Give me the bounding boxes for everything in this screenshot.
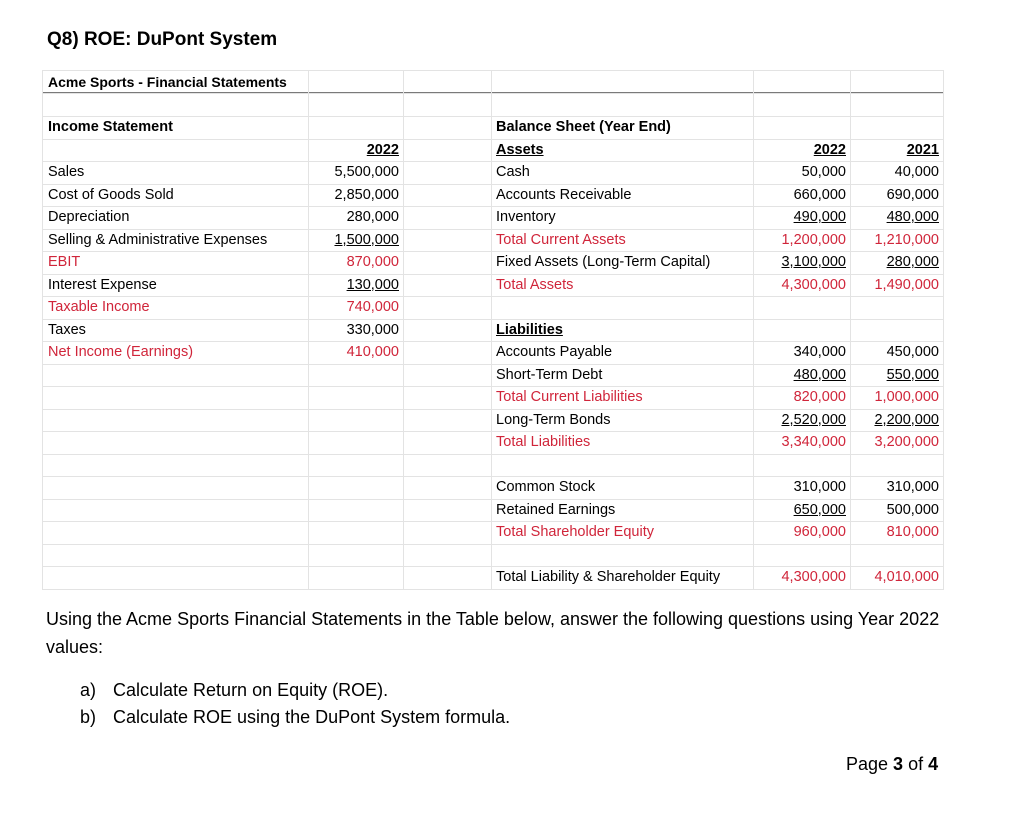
income-row-label: Taxes xyxy=(48,321,86,338)
page-prefix: Page xyxy=(846,754,894,774)
grid-row-line xyxy=(43,116,943,117)
asset-row-value-2022: 4,300,000 xyxy=(781,276,846,293)
equity-row-value-2022: 650,000 xyxy=(793,501,846,518)
grid-column-line xyxy=(308,71,309,589)
income-row-label: Selling & Administrative Expenses xyxy=(48,231,268,248)
question-a-text: Calculate Return on Equity (ROE). xyxy=(113,680,389,700)
asset-row-label: Accounts Receivable xyxy=(496,186,632,203)
income-row-label: Sales xyxy=(48,164,85,180)
asset-row-value-2022: 490,000 xyxy=(793,209,846,225)
liability-row-value-2021: 550,000 xyxy=(886,366,939,383)
asset-row-label: Total Current Assets xyxy=(496,231,626,248)
income-row-value: 1,500,000 xyxy=(334,231,399,248)
grid-row-line xyxy=(43,93,943,94)
asset-row-value-2021: 480,000 xyxy=(886,209,939,225)
page-indicator xyxy=(846,754,938,775)
asset-row-value-2021: 690,000 xyxy=(886,186,939,203)
liability-row-value-2022: 480,000 xyxy=(793,366,846,383)
asset-row-value-2021: 1,210,000 xyxy=(874,231,939,248)
grid-row-line xyxy=(43,454,943,455)
page-of: of xyxy=(903,754,929,774)
asset-row-label: Total Assets xyxy=(496,276,574,293)
question-b-text: Calculate ROE using the DuPont System formula. xyxy=(113,707,511,727)
grid-column-line xyxy=(491,71,492,589)
liability-row-value-2021: 2,200,000 xyxy=(874,411,939,428)
asset-row-value-2021: 280,000 xyxy=(886,254,939,270)
liability-row-label: Total Current Liabilities xyxy=(496,389,643,405)
grid-row-line xyxy=(43,566,943,567)
equity-row-value-2021: 310,000 xyxy=(886,479,939,495)
equity-row-label: Common Stock xyxy=(496,479,596,495)
equity-row-label: Total Shareholder Equity xyxy=(496,524,654,540)
income-row-value: 740,000 xyxy=(346,299,399,315)
grid-column-line xyxy=(403,71,404,589)
income-row-value: 870,000 xyxy=(346,254,399,270)
asset-row-value-2021: 1,490,000 xyxy=(874,276,939,293)
liability-row-value-2022: 2,520,000 xyxy=(781,411,846,428)
asset-row-label: Fixed Assets (Long-Term Capital) xyxy=(496,254,711,270)
total-liability-equity-label: Total Liability & Shareholder Equity xyxy=(496,569,721,585)
total-liability-equity-2021: 4,010,000 xyxy=(874,569,939,585)
question-title: Q8) ROE: DuPont System xyxy=(47,29,278,50)
asset-row-value-2022: 660,000 xyxy=(793,186,846,203)
asset-row-value-2022: 3,100,000 xyxy=(781,254,846,270)
balance-year-2021-header: 2021 xyxy=(906,142,939,158)
liability-row-value-2022: 340,000 xyxy=(793,344,846,360)
income-year-header: 2022 xyxy=(366,142,399,158)
total-liability-equity-2022: 4,300,000 xyxy=(781,569,846,585)
financial-statements-table xyxy=(42,70,944,590)
page-current: 3 xyxy=(893,754,904,774)
asset-row-label: Cash xyxy=(496,164,530,180)
liability-row-label: Accounts Payable xyxy=(496,344,613,360)
income-row-label: Cost of Goods Sold xyxy=(48,186,174,203)
balance-sheet-header: Balance Sheet (Year End) xyxy=(496,119,671,135)
grid-row-line xyxy=(43,319,943,320)
question-b-marker: b) xyxy=(80,707,97,727)
instructions-paragraph: Using the Acme Sports Financial Statements in the Table below, answer the following questions using Year 2022 values: xyxy=(46,609,940,657)
asset-row-label: Inventory xyxy=(496,209,556,225)
equity-row-value-2021: 810,000 xyxy=(886,524,939,540)
grid-row-line xyxy=(43,296,943,297)
liability-row-value-2022: 820,000 xyxy=(793,389,846,405)
income-row-label: Net Income (Earnings) xyxy=(48,344,194,360)
income-row-value: 410,000 xyxy=(346,344,399,360)
equity-row-value-2021: 500,000 xyxy=(886,501,939,518)
asset-row-value-2021: 40,000 xyxy=(894,164,939,180)
income-row-label: Taxable Income xyxy=(48,299,150,315)
income-row-value: 5,500,000 xyxy=(334,164,399,180)
balance-year-2022-header: 2022 xyxy=(813,142,846,158)
income-statement-header: Income Statement xyxy=(48,119,173,135)
assets-header: Assets xyxy=(496,142,544,158)
liabilities-header: Liabilities xyxy=(496,322,563,338)
income-row-value: 280,000 xyxy=(346,209,399,225)
income-row-label: Depreciation xyxy=(48,209,130,225)
asset-row-value-2022: 50,000 xyxy=(801,164,846,180)
income-row-value: 330,000 xyxy=(346,321,399,338)
income-row-label: Interest Expense xyxy=(48,276,157,293)
asset-row-value-2022: 1,200,000 xyxy=(781,231,846,248)
income-row-label: EBIT xyxy=(48,254,81,270)
income-row-value: 2,850,000 xyxy=(334,186,399,203)
page-total: 4 xyxy=(928,754,939,774)
liability-row-value-2021: 450,000 xyxy=(886,344,939,360)
equity-row-label: Retained Earnings xyxy=(496,501,616,518)
grid-row-line xyxy=(43,544,943,545)
income-row-value: 130,000 xyxy=(346,276,399,293)
question-a-marker: a) xyxy=(80,680,97,700)
sheet-header: Acme Sports - Financial Statements xyxy=(48,74,287,90)
equity-row-value-2022: 310,000 xyxy=(793,479,846,495)
liability-row-value-2021: 1,000,000 xyxy=(874,389,939,405)
equity-row-value-2022: 960,000 xyxy=(793,524,846,540)
liability-row-label: Total Liabilities xyxy=(496,434,591,450)
grid-row-line xyxy=(43,139,943,140)
liability-row-value-2021: 3,200,000 xyxy=(874,434,939,450)
liability-row-label: Short-Term Debt xyxy=(496,366,603,383)
liability-row-label: Long-Term Bonds xyxy=(496,411,611,428)
liability-row-value-2022: 3,340,000 xyxy=(781,434,846,450)
